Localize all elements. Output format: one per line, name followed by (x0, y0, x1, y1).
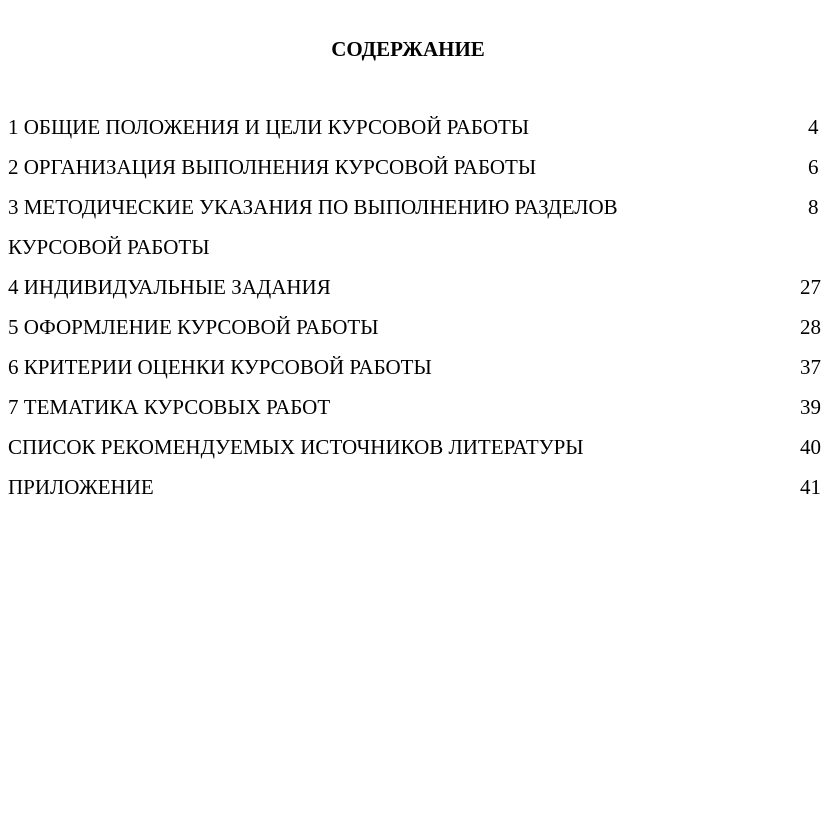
toc-entry-page: 28 (800, 315, 821, 339)
toc-entry-page: 4 (808, 115, 819, 139)
toc-entry (8, 472, 821, 512)
toc-title: СОДЕРЖАНИЕ (331, 37, 485, 61)
toc-entry-page: 6 (808, 155, 819, 179)
toc-entry-page: 40 (800, 435, 821, 459)
toc-entry (8, 272, 821, 312)
toc-entry (8, 432, 821, 472)
toc-entry (8, 312, 821, 352)
toc-entry-text: 1 ОБЩИЕ ПОЛОЖЕНИЯ И ЦЕЛИ КУРСОВОЙ РАБОТЫ (8, 115, 530, 139)
toc-entry (8, 152, 819, 192)
toc-entry-text: КУРСОВОЙ РАБОТЫ (8, 235, 210, 259)
toc-entry-text: СПИСОК РЕКОМЕНДУЕМЫХ ИСТОЧНИКОВ ЛИТЕРАТУРЫ (8, 435, 584, 459)
toc-entry-page: 27 (800, 275, 821, 299)
toc-entry-page: 8 (808, 195, 819, 219)
toc-entry-page: 37 (800, 355, 821, 379)
toc-entry-text: 4 ИНДИВИДУАЛЬНЫЕ ЗАДАНИЯ (8, 275, 331, 299)
toc-entry (8, 352, 821, 392)
toc-entry-page: 41 (800, 475, 821, 499)
toc-entry-text: 7 ТЕМАТИКА КУРСОВЫХ РАБОТ (8, 395, 331, 419)
toc-entry (8, 392, 821, 432)
toc-entry-text: ПРИЛОЖЕНИЕ (8, 475, 154, 499)
toc-entry (8, 192, 819, 232)
toc-entry (8, 112, 819, 152)
toc-entry-page: 39 (800, 395, 821, 419)
toc-entry-text: 5 ОФОРМЛЕНИЕ КУРСОВОЙ РАБОТЫ (8, 315, 379, 339)
toc-list (8, 112, 821, 512)
toc-entry-text: 2 ОРГАНИЗАЦИЯ ВЫПОЛНЕНИЯ КУРСОВОЙ РАБОТЫ (8, 155, 537, 179)
toc-entry-text: 6 КРИТЕРИИ ОЦЕНКИ КУРСОВОЙ РАБОТЫ (8, 355, 432, 379)
toc-entry-continuation (8, 232, 816, 272)
toc-entry-text: 3 МЕТОДИЧЕСКИЕ УКАЗАНИЯ ПО ВЫПОЛНЕНИЮ РАЗДЕЛОВ (8, 195, 618, 219)
